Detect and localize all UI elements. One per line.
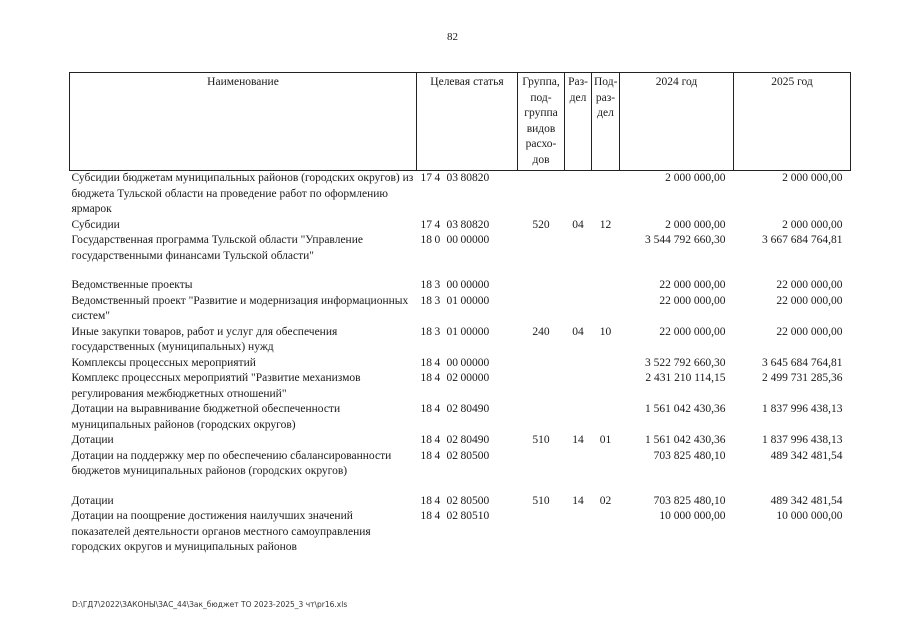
code-program: 17 [420, 218, 432, 231]
row-target-code [417, 278, 518, 294]
code-measure: 03 [446, 218, 458, 231]
row-name: Субсидии [71, 218, 120, 231]
code-subprogram: 4 [434, 372, 441, 384]
table-row [70, 402, 851, 433]
page-number: 82 [447, 31, 458, 43]
code-subprogram: 4 [434, 356, 441, 369]
row-group: 240 [532, 325, 550, 338]
row-subsection [592, 371, 620, 402]
file-path-footer: D:\ГД7\2022\ЗАКОНЫ\ЗАС_44\Зак_бюджет ТО 2023-2025_3 чт\pr16.xls [72, 600, 348, 609]
row-amount-2025: 2 000 000,00 [782, 218, 843, 231]
row-name: Иные закупки товаров, работ и услуг для обеспечения государственных (муниципальных) нужд [71, 325, 338, 353]
code-subprogram: 4 [434, 218, 441, 231]
row-section [565, 294, 592, 325]
code-program: 18 [420, 356, 432, 369]
spacer-row [70, 480, 851, 494]
code-measure: 00 [446, 234, 458, 246]
table-row [70, 171, 851, 218]
header-year-2025: 2025 год [734, 73, 851, 171]
table-row [70, 433, 851, 449]
row-amount-2025: 489 342 481,54 [770, 494, 843, 507]
code-program: 18 [420, 510, 432, 522]
row-name: Дотации на выравнивание бюджетной обеспеченности муниципальных районов (городских округов) [71, 403, 341, 431]
row-subsection [592, 233, 620, 264]
header-subsection: Под- раз- дел [592, 73, 620, 171]
table-header-row [70, 73, 851, 171]
row-amount-2025: 1 837 996 438,13 [762, 434, 843, 446]
code-direction: 80510 [460, 510, 490, 522]
row-target-code [417, 294, 518, 325]
table-row [70, 294, 851, 325]
row-subsection: 02 [599, 494, 612, 507]
code-direction: 00000 [460, 294, 490, 307]
row-subsection [592, 356, 620, 372]
row-amount-2025: 22 000 000,00 [776, 325, 843, 338]
code-program: 18 [420, 494, 432, 507]
row-target-code [417, 494, 518, 510]
code-program: 18 [420, 372, 432, 384]
row-amount-2024: 703 825 480,10 [653, 449, 726, 462]
row-subsection: 12 [599, 218, 612, 231]
row-amount-2024: 1 561 042 430,36 [645, 434, 726, 446]
code-subprogram: 4 [434, 449, 441, 462]
code-subprogram: 4 [434, 510, 441, 522]
row-group: 520 [532, 218, 550, 231]
table-row [70, 449, 851, 480]
code-direction: 80490 [460, 403, 490, 415]
row-target-code [417, 233, 518, 264]
row-group [518, 449, 565, 480]
row-subsection [592, 171, 620, 218]
header-section: Раз- дел [565, 73, 592, 171]
code-measure: 03 [446, 172, 458, 184]
code-measure: 02 [446, 434, 458, 446]
row-amount-2024: 1 561 042 430,36 [645, 403, 726, 415]
row-target-code [417, 325, 518, 356]
row-section [565, 509, 592, 556]
row-name: Комплексы процессных мероприятий [71, 356, 256, 369]
row-group [518, 294, 565, 325]
row-subsection [592, 294, 620, 325]
row-group [518, 171, 565, 218]
row-section [565, 449, 592, 480]
row-amount-2024: 22 000 000,00 [659, 279, 726, 291]
row-amount-2024: 2 000 000,00 [665, 218, 726, 231]
code-measure: 02 [446, 372, 458, 384]
row-group: 510 [532, 434, 550, 446]
row-target-code [417, 509, 518, 556]
code-program: 18 [420, 294, 432, 307]
row-amount-2024: 703 825 480,10 [653, 494, 726, 507]
code-subprogram: 3 [434, 325, 441, 338]
table-row [70, 233, 851, 264]
code-direction: 80500 [460, 449, 490, 462]
row-section: 04 [572, 325, 584, 338]
row-name: Дотации [71, 434, 114, 446]
code-program: 18 [420, 325, 432, 338]
code-direction: 00000 [460, 372, 490, 384]
row-name: Комплекс процессных мероприятий "Развитие механизмов регулирования межбюджетных отношений" [71, 372, 361, 400]
header-expense-group: Группа, под- группа видов расхо- дов [518, 73, 565, 171]
row-group: 510 [532, 494, 550, 507]
code-measure: 00 [446, 279, 458, 291]
row-amount-2025: 22 000 000,00 [776, 279, 843, 291]
table-row [70, 509, 851, 556]
row-target-code [417, 356, 518, 372]
row-group [518, 509, 565, 556]
row-amount-2025: 489 342 481,54 [770, 449, 843, 462]
row-target-code [417, 371, 518, 402]
code-subprogram: 3 [434, 294, 441, 307]
budget-table [69, 72, 851, 556]
row-section [565, 278, 592, 294]
row-section [565, 356, 592, 372]
row-amount-2025: 3 667 684 764,81 [762, 234, 843, 246]
table-row [70, 494, 851, 510]
row-amount-2024: 22 000 000,00 [659, 294, 726, 307]
row-subsection [592, 278, 620, 294]
row-amount-2025: 2 000 000,00 [782, 172, 843, 184]
row-section [565, 233, 592, 264]
row-subsection: 01 [599, 434, 612, 446]
row-target-code [417, 218, 518, 234]
header-target-article: Целевая статья [417, 73, 518, 171]
table-row [70, 278, 851, 294]
row-group [518, 402, 565, 433]
code-program: 18 [420, 403, 432, 415]
row-target-code [417, 433, 518, 449]
code-direction: 80490 [460, 434, 490, 446]
code-direction: 00000 [460, 279, 490, 291]
code-subprogram: 4 [434, 172, 441, 184]
row-amount-2024: 2 000 000,00 [665, 172, 726, 184]
row-amount-2024: 3 544 792 660,30 [645, 234, 726, 246]
row-section: 04 [572, 218, 584, 231]
row-subsection [592, 509, 620, 556]
row-amount-2025: 1 837 996 438,13 [762, 403, 843, 415]
code-program: 18 [420, 434, 432, 446]
row-section: 14 [572, 434, 584, 446]
code-subprogram: 4 [434, 403, 441, 415]
code-measure: 02 [446, 449, 458, 462]
code-program: 17 [420, 172, 432, 184]
code-subprogram: 0 [434, 234, 441, 246]
code-measure: 02 [446, 494, 458, 507]
code-direction: 80820 [460, 218, 490, 231]
row-amount-2024: 2 431 210 114,15 [645, 372, 726, 384]
row-amount-2025: 2 499 731 285,36 [762, 372, 843, 384]
row-name: Субсидии бюджетам муниципальных районов (городских округов) из бюджета Тульской области на проведение работ по оформлению ярмарок [71, 172, 414, 215]
row-target-code [417, 402, 518, 433]
row-amount-2024: 3 522 792 660,30 [645, 356, 726, 369]
table-row [70, 371, 851, 402]
code-measure: 00 [446, 356, 458, 369]
code-direction: 00000 [460, 325, 490, 338]
code-direction: 00000 [460, 356, 490, 369]
code-program: 18 [420, 449, 432, 462]
code-program: 18 [420, 279, 432, 291]
row-name: Государственная программа Тульской области "Управление государственными финансами Тульской области" [71, 234, 363, 262]
table-row [70, 356, 851, 372]
row-name: Дотации на поддержку мер по обеспечению сбалансированности бюджетов муниципальных районов (городских округов) [71, 449, 392, 477]
row-name: Ведомственные проекты [71, 279, 193, 291]
row-group [518, 278, 565, 294]
row-name: Дотации на поощрение достижения наилучших значений показателей деятельности органов местного самоуправления городских округов и муниципальных районов [71, 510, 371, 553]
code-subprogram: 3 [434, 279, 441, 291]
row-amount-2024: 22 000 000,00 [659, 325, 726, 338]
row-section [565, 171, 592, 218]
code-direction: 00000 [460, 234, 490, 246]
header-name: Наименование [70, 73, 417, 171]
row-group [518, 371, 565, 402]
row-amount-2025: 22 000 000,00 [776, 294, 843, 307]
row-subsection [592, 449, 620, 480]
row-name: Дотации [71, 494, 114, 507]
row-subsection [592, 402, 620, 433]
row-target-code [417, 449, 518, 480]
row-subsection: 10 [599, 325, 612, 338]
row-amount-2025: 3 645 684 764,81 [762, 356, 843, 369]
code-program: 18 [420, 234, 432, 246]
row-name: Ведомственный проект "Развитие и модернизация информационных систем" [71, 294, 409, 322]
row-section [565, 371, 592, 402]
code-direction: 80820 [460, 172, 490, 184]
code-subprogram: 4 [434, 434, 441, 446]
code-measure: 01 [446, 294, 458, 307]
table-row [70, 218, 851, 234]
code-subprogram: 4 [434, 494, 441, 507]
row-group [518, 233, 565, 264]
table-row [70, 325, 851, 356]
row-section: 14 [572, 494, 584, 507]
code-measure: 01 [446, 325, 458, 338]
row-target-code [417, 171, 518, 218]
code-measure: 02 [446, 510, 458, 522]
row-amount-2024: 10 000 000,00 [659, 510, 726, 522]
header-year-2024: 2024 год [620, 73, 734, 171]
row-amount-2025: 10 000 000,00 [776, 510, 843, 522]
code-direction: 80500 [460, 494, 490, 507]
code-measure: 02 [446, 403, 458, 415]
row-group [518, 356, 565, 372]
row-section [565, 402, 592, 433]
spacer-row [70, 264, 851, 278]
